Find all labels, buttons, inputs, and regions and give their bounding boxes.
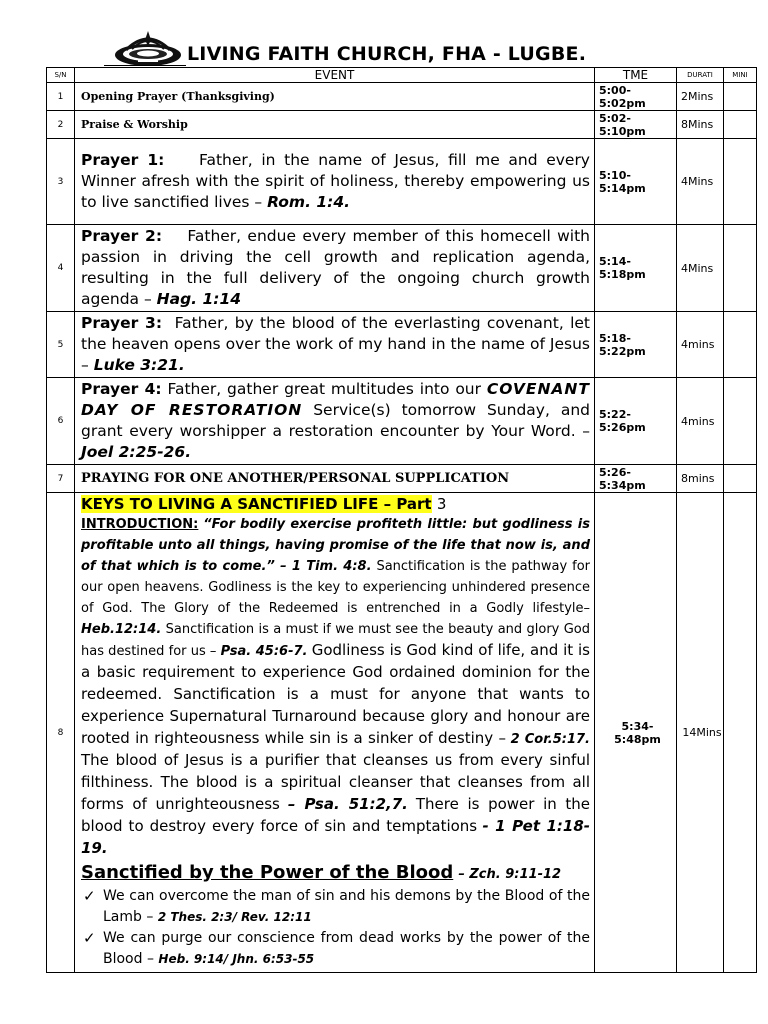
row-duration: 4mins bbox=[677, 378, 724, 465]
row-min bbox=[724, 111, 757, 139]
table-row bbox=[47, 312, 757, 378]
prayer-3-cell bbox=[75, 312, 595, 378]
table-row bbox=[47, 225, 757, 312]
row-time: 5:26-5:34pm bbox=[595, 465, 677, 493]
prayer-4-cell bbox=[75, 378, 595, 465]
table-row bbox=[47, 111, 757, 139]
row-sn: 3 bbox=[47, 139, 75, 225]
row-min bbox=[724, 139, 757, 225]
keys-title-highlight: KEYS TO LIVING A SANCTIFIED LIFE – Part bbox=[81, 495, 432, 513]
row-min bbox=[724, 225, 757, 312]
row-min bbox=[724, 83, 757, 111]
row-sn: 7 bbox=[47, 465, 75, 493]
row-time: 5:18-5:22pm bbox=[595, 312, 677, 378]
keys-cell bbox=[75, 493, 595, 973]
row-sn: 5 bbox=[47, 312, 75, 378]
row-time: 5:34-5:48pm bbox=[595, 493, 677, 973]
list-item bbox=[81, 928, 590, 970]
intro-text: Godliness is God kind of life, and it is a basic requirement to experience God ordained dominion for the redeemed. Sanctification is a must for anyone that wants to experience Supernatural Turnaround because glory and honour are rooted in righteousness while sin is a sinker of destiny – bbox=[81, 641, 590, 747]
table-row bbox=[47, 465, 757, 493]
intro-quote: “For bodily exercise profiteth little: but godliness is profitable unto all things, having promise of the life that now is, and of that which is to come.” – 1 Tim. 4:8. bbox=[81, 517, 590, 574]
row-sn: 4 bbox=[47, 225, 75, 312]
table-row bbox=[47, 139, 757, 225]
prayer-ref: Rom. 1:4. bbox=[267, 193, 351, 211]
prayer-1-cell bbox=[75, 139, 595, 225]
scripture-ref: – Psa. 51:2,7. bbox=[287, 795, 408, 813]
row-min bbox=[724, 312, 757, 378]
intro-label: INTRODUCTION: bbox=[81, 517, 199, 532]
row-time: 5:10-5:14pm bbox=[595, 139, 677, 225]
scripture-ref: 2 Cor.5:17. bbox=[510, 732, 590, 747]
intro-text: Sanctification is the pathway for our open heavens. Godliness is the key to experiencing unhindered presence of God. The Glory of the Redeemed is entrenched in a Godly lifestyle– bbox=[81, 559, 590, 616]
prayer-text: Father, by the blood of the everlasting covenant, let the heaven opens over the work of my hand in the name of Jesus – bbox=[81, 314, 590, 374]
row-duration: 4Mins bbox=[677, 139, 724, 225]
scripture-ref: 2 Thes. 2:3/ Rev. 12:11 bbox=[157, 910, 312, 924]
header-time: TME bbox=[595, 68, 677, 83]
agenda-table bbox=[46, 67, 757, 973]
table-row bbox=[47, 83, 757, 111]
scripture-ref: Heb. 9:14/ Jhn. 6:53-55 bbox=[158, 952, 315, 966]
list-item-text: We can purge our conscience from dead works by the power of the Blood – bbox=[103, 930, 590, 967]
row-time: 5:22-5:26pm bbox=[595, 378, 677, 465]
list-item-text: We can overcome the man of sin and his demons by the Blood of the Lamb – bbox=[103, 888, 590, 925]
scripture-ref: - 1 Pet 1:18-19. bbox=[81, 817, 590, 857]
scripture-ref: Heb.12:14. bbox=[81, 622, 162, 637]
prayer-label: Prayer 4: bbox=[81, 380, 162, 398]
prayer-text: Father, gather great multitudes into our bbox=[167, 380, 481, 398]
table-row bbox=[47, 493, 757, 973]
title-underline bbox=[104, 65, 186, 66]
row-duration: 8mins bbox=[677, 465, 724, 493]
row-duration: 8Mins bbox=[677, 111, 724, 139]
introduction bbox=[81, 514, 590, 860]
service-name: COVENANT DAY OF RESTORATION bbox=[81, 380, 590, 419]
church-logo-icon bbox=[108, 28, 188, 68]
prayer-2-cell bbox=[75, 225, 595, 312]
header bbox=[46, 28, 756, 68]
row-min bbox=[724, 465, 757, 493]
subheading-ref: – Zch. 9:11-12 bbox=[458, 867, 562, 882]
row-sn: 1 bbox=[47, 83, 75, 111]
table-row bbox=[47, 378, 757, 465]
prayer-ref: Hag. 1:14 bbox=[156, 290, 242, 308]
checkmark-icon: ✓ bbox=[83, 929, 96, 947]
intro-text: The blood of Jesus is a purifier that cleanses us from every sinful filthiness. The blood is a spiritual cleanser that cleanses from all forms of unrighteousness bbox=[81, 751, 590, 813]
prayer-ref: Joel 2:25-26. bbox=[81, 443, 192, 461]
table-header-row bbox=[47, 68, 757, 83]
row-sn: 2 bbox=[47, 111, 75, 139]
prayer-text: Father, in the name of Jesus, fill me and every Winner afresh with the spirit of holiness, thereby empowering us to live sanctified lives – bbox=[81, 151, 590, 211]
header-min: MINI bbox=[724, 68, 757, 83]
keys-title bbox=[81, 495, 590, 514]
row-time: 5:14-5:18pm bbox=[595, 225, 677, 312]
checkmark-icon: ✓ bbox=[83, 887, 96, 905]
row-duration: 4mins bbox=[677, 312, 724, 378]
page-title: LIVING FAITH CHURCH, FHA - LUGBE. bbox=[187, 43, 587, 65]
row-duration: 14Mins bbox=[677, 493, 724, 973]
scripture-ref: Psa. 45:6-7. bbox=[220, 644, 308, 659]
header-event: EVENT bbox=[75, 68, 595, 83]
header-duration: DURATI bbox=[677, 68, 724, 83]
checklist bbox=[81, 886, 590, 970]
row-event: PRAYING FOR ONE ANOTHER/PERSONAL SUPPLICATION bbox=[75, 465, 595, 493]
row-sn: 8 bbox=[47, 493, 75, 973]
prayer-label: Prayer 1: bbox=[81, 151, 165, 169]
row-event: Praise & Worship bbox=[75, 111, 595, 139]
prayer-ref: Luke 3:21. bbox=[93, 356, 185, 374]
prayer-text: Father, endue every member of this homecell with passion in driving the cell growth and replication agenda, resulting in the full delivery of the ongoing church growth agenda – bbox=[81, 227, 590, 308]
row-min bbox=[724, 493, 757, 973]
list-item bbox=[81, 886, 590, 928]
subheading-block bbox=[81, 862, 590, 884]
row-min bbox=[724, 378, 757, 465]
row-sn: 6 bbox=[47, 378, 75, 465]
prayer-text-continued: Service(s) tomorrow Sunday, and grant every worshipper a restoration encounter by Your Word. – bbox=[81, 401, 590, 440]
row-time: 5:00-5:02pm bbox=[595, 83, 677, 111]
row-event: Opening Prayer (Thanksgiving) bbox=[75, 83, 595, 111]
row-duration: 2Mins bbox=[677, 83, 724, 111]
row-duration: 4Mins bbox=[677, 225, 724, 312]
keys-part: 3 bbox=[436, 495, 447, 513]
subheading: Sanctified by the Power of the Blood bbox=[81, 862, 454, 883]
prayer-label: Prayer 2: bbox=[81, 227, 163, 245]
row-time: 5:02-5:10pm bbox=[595, 111, 677, 139]
intro-text: There is power in the blood to destroy every force of sin and temptations bbox=[81, 795, 591, 835]
prayer-label: Prayer 3: bbox=[81, 314, 163, 332]
intro-text: Sanctification is a must if we must see the beauty and glory God has destined for us – bbox=[81, 622, 590, 659]
header-sn: S/N bbox=[47, 68, 75, 83]
